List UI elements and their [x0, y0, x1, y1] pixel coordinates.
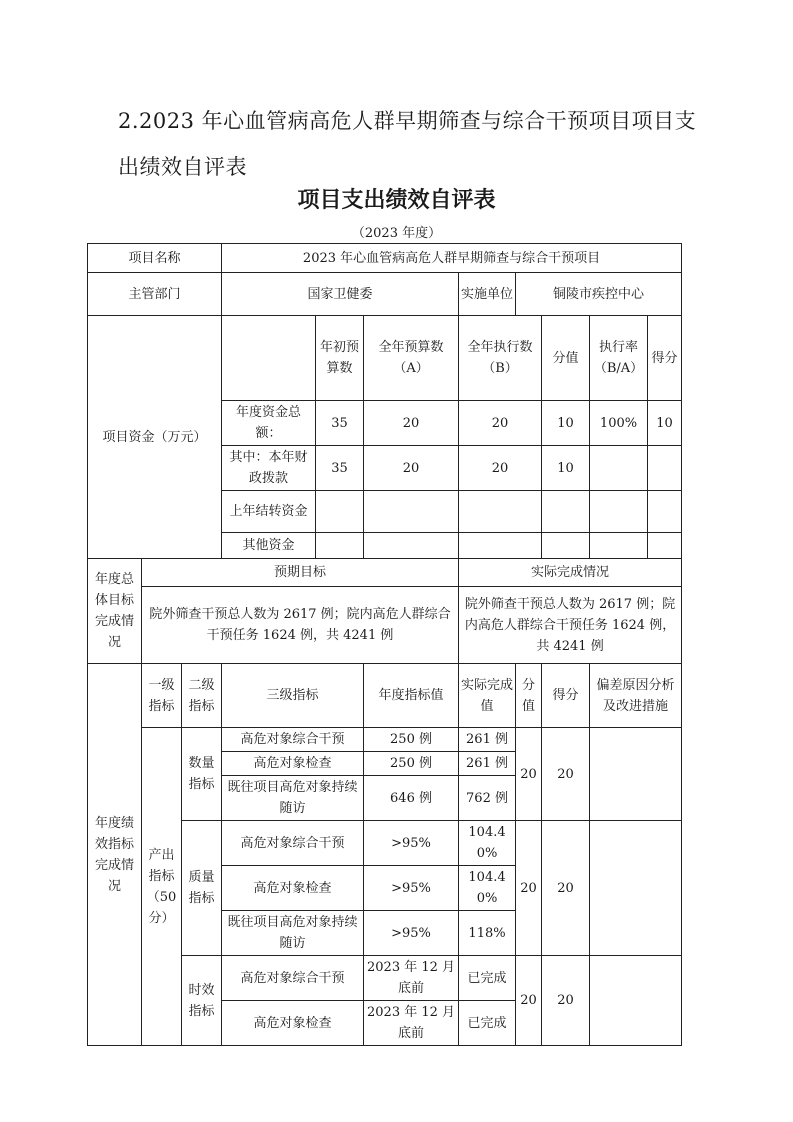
indicator-name: 高危对象检查 [222, 752, 364, 776]
funds-row-label: 其他资金 [222, 533, 316, 559]
indicator-actual: 104.40% [459, 821, 516, 866]
indicator-row [88, 728, 682, 752]
indicator-actual: 762 例 [459, 776, 516, 821]
indicator-target: 250 例 [364, 752, 459, 776]
indicator-actual: 已完成 [459, 1001, 516, 1046]
deviation-cell [590, 821, 682, 956]
deviation-header: 偏差原因分析及改进措施 [590, 664, 682, 728]
actual-result-header: 实际完成情况 [459, 559, 682, 587]
project-name-value: 2023 年心血管病高危人群早期筛查与综合干预项目 [222, 244, 682, 273]
funds-row-label: 年度资金总额： [222, 401, 316, 446]
table-title: 项目支出绩效自评表 [297, 188, 496, 213]
deviation-cell [590, 956, 682, 1046]
budget-value [364, 491, 459, 533]
target-header: 年度指标值 [364, 664, 459, 728]
initial-value [316, 491, 364, 533]
exec-rate-value [590, 491, 648, 533]
exec-value: 20 [459, 446, 542, 491]
indicator-name: 高危对象综合干预 [222, 956, 364, 1001]
expected-goal-text: 院外筛查干预总人数为 2617 例；院内高危人群综合干预任务 1624 例，共 4241 例 [142, 587, 459, 664]
indicator-name: 高危对象综合干预 [222, 821, 364, 866]
level1-output-label: 产出指标（50 分） [142, 728, 182, 1046]
score-value: 10 [542, 446, 590, 491]
initial-value: 35 [316, 401, 364, 446]
score-cell [648, 446, 682, 491]
actual-result-text: 院外筛查干预总人数为 2617 例；院内高危人群综合干预任务 1624 例，共 4241 例 [459, 587, 682, 664]
exec-value [459, 491, 542, 533]
level3-header: 三级指标 [222, 664, 364, 728]
score-cell [648, 533, 682, 559]
score-header: 得分 [542, 664, 590, 728]
score-header: 得分 [648, 316, 682, 401]
dept-value: 国家卫健委 [222, 273, 459, 316]
group-value: 20 [516, 956, 542, 1046]
group-score: 20 [542, 956, 590, 1046]
exec-value: 20 [459, 401, 542, 446]
indicator-name: 高危对象检查 [222, 866, 364, 911]
budget-value [364, 533, 459, 559]
budget-value: 20 [364, 401, 459, 446]
indicator-target: >95% [364, 821, 459, 866]
indicator-name: 高危对象综合干预 [222, 728, 364, 752]
indicator-target: 2023 年 12 月底前 [364, 956, 459, 1001]
project-name-row [88, 244, 682, 273]
project-name-label: 项目名称 [88, 244, 222, 273]
year-note: （2023 年度） [351, 226, 442, 241]
section-heading: 2.2023 年心血管病高危人群早期筛查与综合干预项目项目支出绩效自评表 [118, 109, 697, 179]
exec-rate-value: 100% [590, 401, 648, 446]
group-score: 20 [542, 821, 590, 956]
score-cell: 10 [648, 401, 682, 446]
self-evaluation-table [87, 243, 682, 1046]
indicator-actual: 104.40% [459, 866, 516, 911]
deviation-cell [590, 728, 682, 821]
funds-row-label: 其中：本年财政拨款 [222, 446, 316, 491]
impl-value: 铜陵市疾控中心 [516, 273, 682, 316]
level1-header: 一级指标 [142, 664, 182, 728]
overall-content-row [88, 587, 682, 664]
initial-value: 35 [316, 446, 364, 491]
group-value: 20 [516, 821, 542, 956]
group-score: 20 [542, 728, 590, 821]
indicator-actual: 已完成 [459, 956, 516, 1001]
impl-label: 实施单位 [459, 273, 516, 316]
annual-exec-header: 全年执行数（B） [459, 316, 542, 401]
indicator-target: 646 例 [364, 776, 459, 821]
overall-label: 年度总体目标完成情况 [88, 559, 142, 664]
indicator-target: >95% [364, 911, 459, 956]
value-header: 分值 [516, 664, 542, 728]
indicator-name: 既往项目高危对象持续随访 [222, 911, 364, 956]
quantity-indicator-label: 数量指标 [182, 728, 222, 821]
score-value-header: 分值 [542, 316, 590, 401]
indicator-actual: 118% [459, 911, 516, 956]
funds-row-label: 上年结转资金 [222, 491, 316, 533]
timeliness-indicator-label: 时效指标 [182, 956, 222, 1046]
exec-rate-header: 执行率（B/A） [590, 316, 648, 401]
indicator-actual: 261 例 [459, 752, 516, 776]
initial-header: 年初预算数 [316, 316, 364, 401]
indicator-name: 高危对象检查 [222, 1001, 364, 1046]
level2-header: 二级指标 [182, 664, 222, 728]
indicator-target: 2023 年 12 月底前 [364, 1001, 459, 1046]
score-value: 10 [542, 401, 590, 446]
expected-goal-header: 预期目标 [142, 559, 459, 587]
indicator-actual: 261 例 [459, 728, 516, 752]
funds-header-row [88, 316, 682, 401]
indicator-name: 既往项目高危对象持续随访 [222, 776, 364, 821]
indicator-target: >95% [364, 866, 459, 911]
overall-header-row [88, 559, 682, 587]
performance-label: 年度绩效指标完成情况 [88, 664, 142, 1046]
funds-section-label: 项目资金（万元） [88, 316, 222, 559]
dept-label: 主管部门 [88, 273, 222, 316]
indicator-target: 250 例 [364, 728, 459, 752]
annual-budget-header: 全年预算数（A） [364, 316, 459, 401]
exec-rate-value [590, 533, 648, 559]
exec-rate-value [590, 446, 648, 491]
performance-header-row [88, 664, 682, 728]
actual-header: 实际完成值 [459, 664, 516, 728]
score-value [542, 491, 590, 533]
exec-value [459, 533, 542, 559]
dept-row [88, 273, 682, 316]
score-cell [648, 491, 682, 533]
funds-blank-header [222, 316, 316, 401]
quality-indicator-label: 质量指标 [182, 821, 222, 956]
budget-value: 20 [364, 446, 459, 491]
score-value [542, 533, 590, 559]
initial-value [316, 533, 364, 559]
group-value: 20 [516, 728, 542, 821]
